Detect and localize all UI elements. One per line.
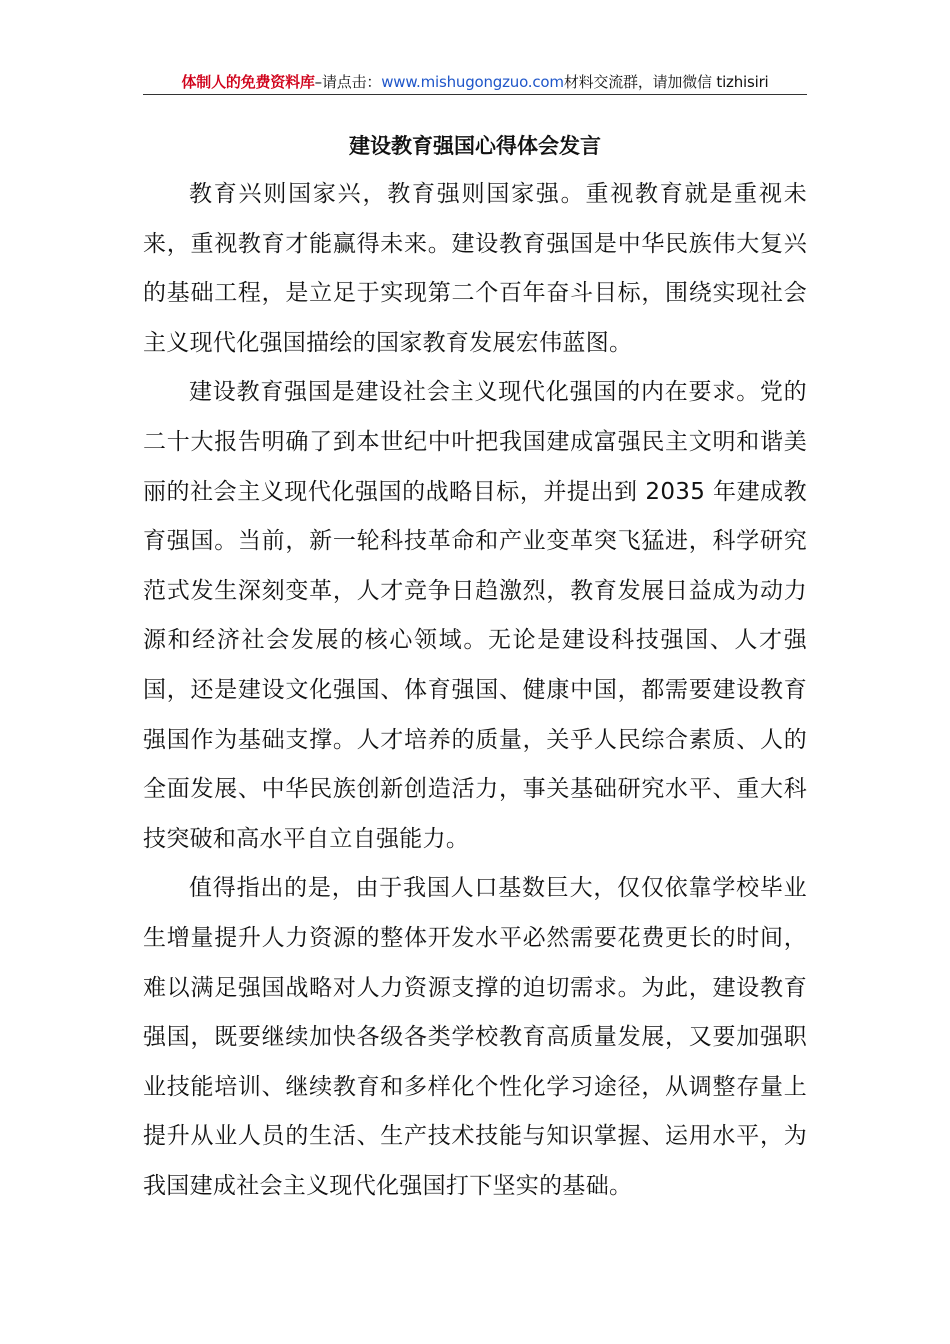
paragraph-3: 值得指出的是，由于我国人口基数巨大，仅仅依靠学校毕业生增量提升人力资源的整体开发水平必然需要花费更长的时间，难以满足强国战略对人力资源支撑的迫切需求。为此，建设教育强国，既要继续加快各级各类学校教育高质量发展，又要加强职业技能培训、继续教育和多样化个性化学习途径，从调整存量上提升从业人员的生活、生产技术技能与知识掌握、运用水平，为我国建成社会主义现代化强国打下坚实的基础。 — [143, 875, 807, 1199]
document-title: 建设教育强国心得体会发言 — [349, 134, 601, 158]
document-body — [143, 170, 807, 1211]
header-brand: 体制人的免费资料库 — [181, 73, 315, 91]
header-prompt: –请点击： — [314, 73, 382, 91]
page-header — [143, 64, 807, 95]
header-website-link[interactable]: www.mishugongzuo.com — [381, 73, 564, 91]
header-wechat-note: 材料交流群，请加微信 tizhisiri — [563, 73, 769, 91]
paragraph-2: 建设教育强国是建设社会主义现代化强国的内在要求。党的二十大报告明确了到本世纪中叶把我国建成富强民主文明和谐美丽的社会主义现代化强国的战略目标，并提出到 2035 年建成教育强国。当前，新一轮科技革命和产业变革突飞猛进，科学研究范式发生深刻变革，人才竞争日趋激烈，教育发展日益成为动力源和经济社会发展的核心领域。无论是建设科技强国、人才强国，还是建设文化强国、体育强国、健康中国，都需要建设教育强国作为基础支撑。人才培养的质量，关乎人民综合素质、人的全面发展、中华民族创新创造活力，事关基础研究水平、重大科技突破和高水平自立自强能力。 — [143, 379, 807, 852]
paragraph-1: 教育兴则国家兴，教育强则国家强。重视教育就是重视未来，重视教育才能赢得未来。建设教育强国是中华民族伟大复兴的基础工程，是立足于实现第二个百年奋斗目标，围绕实现社会主义现代化强国描绘的国家教育发展宏伟蓝图。 — [143, 181, 807, 356]
